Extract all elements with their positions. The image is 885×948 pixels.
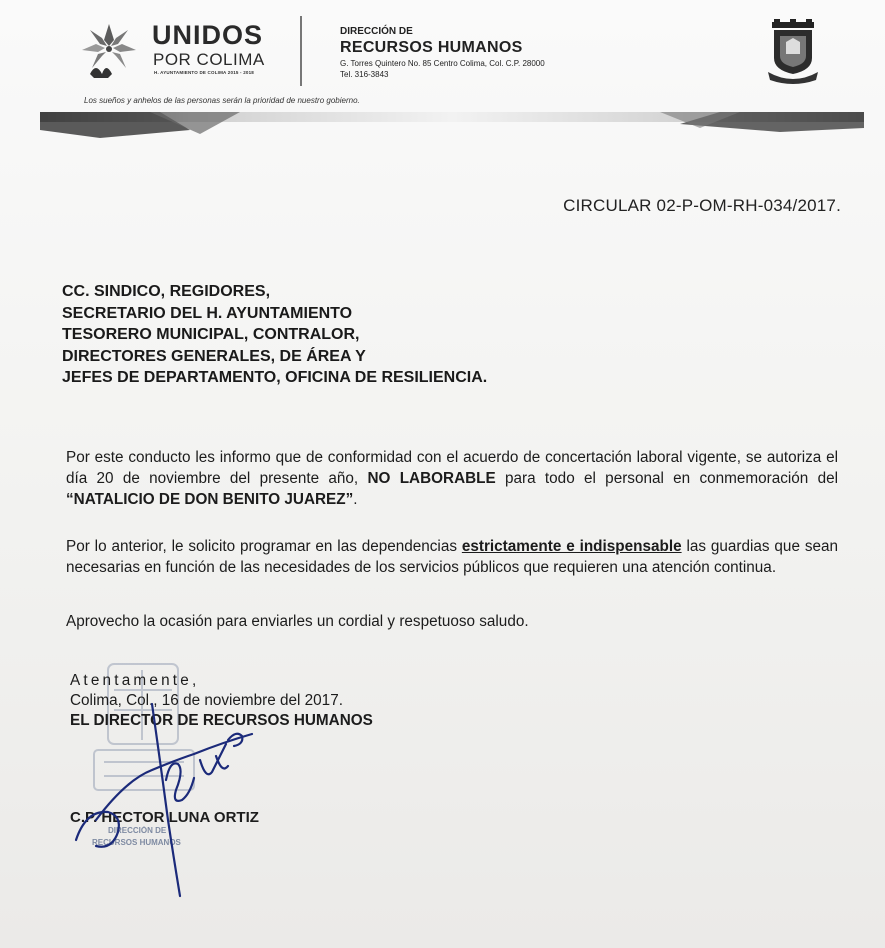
addressee-line: DIRECTORES GENERALES, DE ÁREA Y	[62, 347, 366, 365]
paragraph-text: las guardias que sean necesarias en función de las necesidades de los servicios públicos que requieren una atención continua.	[66, 538, 838, 576]
brand-name: UNIDOS	[152, 20, 264, 50]
unidos-flower-logo-icon	[78, 16, 140, 82]
underlined-emphasis: estrictamente e indispensable	[461, 538, 682, 555]
department-title: RECURSOS HUMANOS	[340, 39, 523, 56]
addressee-line: TESORERO MUNICIPAL, CONTRALOR,	[62, 326, 360, 343]
brand-subtitle: POR COLIMA	[153, 50, 265, 69]
addressee-block	[62, 281, 487, 389]
stamp-text: DIRECCIÓN DE	[108, 826, 167, 835]
department-address: G. Torres Quintero No. 85 Centro Colima, Col. C.P. 28000	[340, 59, 545, 68]
paragraph-text: .	[353, 491, 358, 508]
paragraph-announcement	[66, 447, 838, 510]
holiday-name-emphasis: “NATALICIO DE DON BENITO JUAREZ”	[66, 491, 354, 508]
paragraph-text: para todo el personal en conmemoración del	[495, 470, 838, 487]
header-decorative-band	[40, 108, 864, 142]
brand-tagline: H. AYUNTAMIENTO DE COLIMA 2015 - 2018	[154, 70, 255, 75]
paragraph-instructions	[66, 536, 838, 578]
no-laborable-emphasis: NO LABORABLE	[367, 470, 496, 487]
addressee-line: SECRETARIO DEL H. AYUNTAMIENTO	[62, 304, 353, 322]
header-slogan: Los sueños y anhelos de las personas serán la prioridad de nuestro gobierno.	[84, 96, 360, 105]
department-kicker: DIRECCIÓN DE	[340, 26, 413, 37]
closing-place-date: Colima, Col., 16 de noviembre del 2017.	[70, 692, 343, 709]
addressee-line: JEFES DE DEPARTAMENTO, OFICINA DE RESILIENCIA.	[62, 369, 488, 386]
addressee-line: CC. SINDICO, REGIDORES,	[62, 283, 271, 300]
colima-crest-icon	[766, 18, 820, 84]
header-divider	[300, 16, 302, 86]
closing-salutation: Atentamente,	[70, 672, 200, 689]
paragraph-text: Por este conducto les informo que de conformidad con el acuerdo de concertación laboral vigente, se autoriza el día 20 de noviembre del presente año,	[66, 449, 838, 487]
paragraph-text: Por lo anterior, le solicito programar en las dependencias	[66, 538, 462, 555]
circular-number: CIRCULAR 02-P-OM-RH-034/2017.	[563, 196, 841, 215]
paragraph-greeting: Aprovecho la ocasión para enviarles un cordial y respetuoso saludo.	[66, 613, 529, 630]
stamp-text: RECURSOS HUMANOS	[92, 838, 181, 847]
department-phone: Tel. 316-3843	[340, 70, 389, 79]
handwritten-signature-icon	[56, 700, 276, 900]
signer-title: EL DIRECTOR DE RECURSOS HUMANOS	[70, 712, 373, 729]
signer-name: C.P. HECTOR LUNA ORTIZ	[70, 809, 259, 826]
